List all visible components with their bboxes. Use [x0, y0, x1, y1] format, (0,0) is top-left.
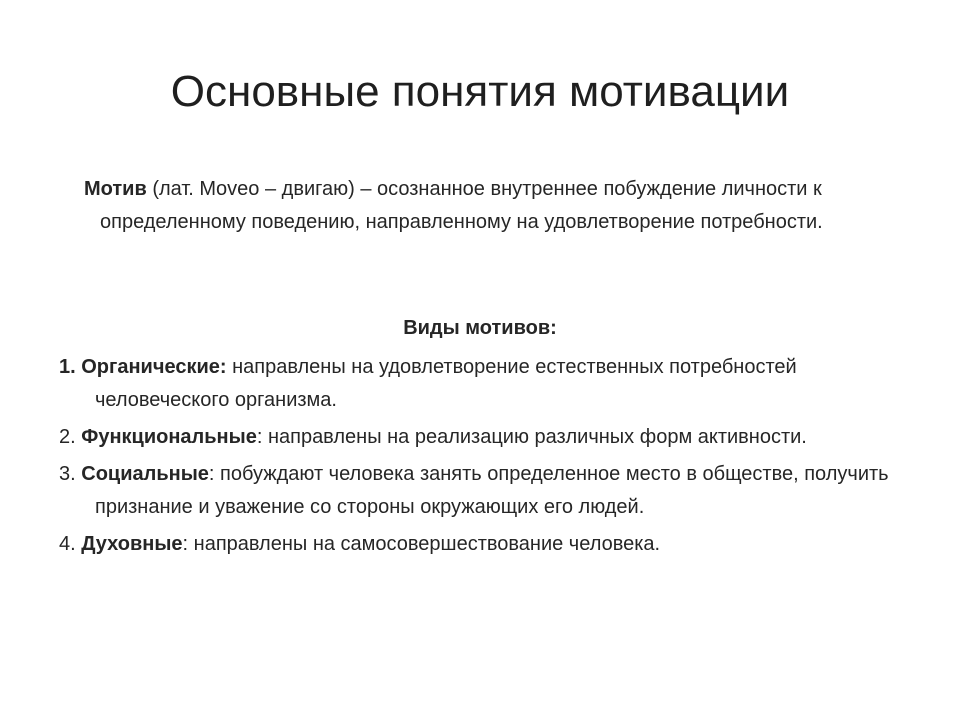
list-item-number: 2.	[59, 426, 82, 448]
list-item-name: Функциональные	[81, 426, 257, 448]
slide-title: Основные понятия мотивации	[170, 67, 790, 116]
list-item-number: 4.	[59, 533, 82, 555]
motive-definition	[84, 173, 880, 239]
list-item-name: Органические:	[81, 356, 227, 378]
list-item	[59, 351, 899, 417]
list-item-number: 3.	[59, 463, 82, 485]
list-item-name: Духовные	[81, 533, 183, 555]
list-item	[59, 458, 899, 524]
definition-text: (лат. Moveo – двигаю) – осознанное внутреннее побуждение личности к определенному поведению, направленному на удовлетворение потребности.	[100, 178, 823, 233]
list-item-number: 1.	[59, 356, 82, 378]
list-item-text: : направлены на реализацию различных форм активности.	[256, 426, 807, 448]
list-item	[59, 528, 899, 561]
list-item-text: : побуждают человека занять определенное место в обществе, получить признание и уважение со стороны окружающих его людей.	[95, 463, 889, 518]
list-item-name: Социальные	[81, 463, 209, 485]
definition-term: Мотив	[84, 178, 147, 200]
types-heading: Виды мотивов:	[403, 317, 557, 339]
list-item-text: направлены на удовлетворение естественных потребностей человеческого организма.	[95, 356, 797, 411]
motive-types-list	[59, 351, 899, 565]
list-item-text: : направлены на самосовершествование человека.	[182, 533, 661, 555]
list-item	[59, 421, 899, 454]
